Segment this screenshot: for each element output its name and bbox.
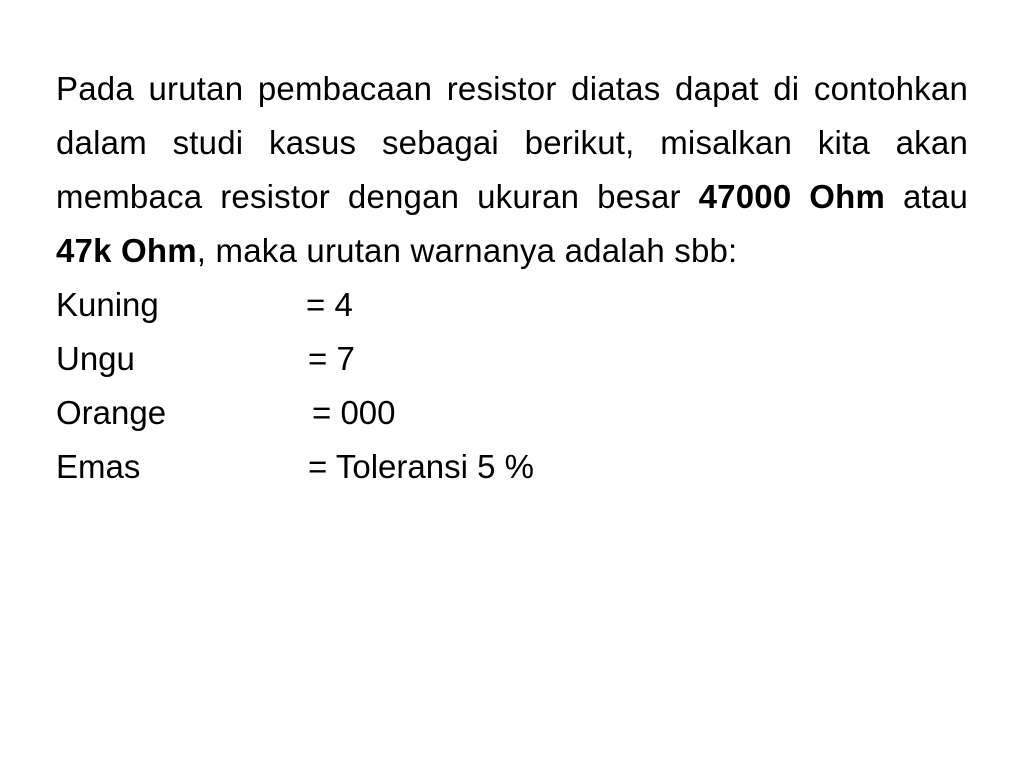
color-code-row <box>56 278 968 332</box>
color-value: = 000 <box>312 394 396 431</box>
color-name: Orange <box>56 394 167 431</box>
paragraph-text-or: atau <box>885 178 969 215</box>
paragraph-text-intro: Pada urutan pembacaan resistor diatas dapat di contohkan dalam studi kasus sebagai berikut, misalkan kita akan membaca resistor dengan ukuran besar <box>56 70 968 215</box>
color-value: = 4 <box>306 286 353 323</box>
color-value: = Toleransi 5 % <box>308 448 534 485</box>
color-value: = 7 <box>308 340 355 377</box>
explanation-paragraph <box>56 62 968 278</box>
color-code-row <box>56 440 968 494</box>
slide-body-text <box>56 62 968 494</box>
resistance-value-ohm: 47000 Ohm <box>698 178 886 215</box>
color-name: Emas <box>56 448 141 485</box>
color-code-row <box>56 386 968 440</box>
color-code-list <box>56 278 968 494</box>
resistance-value-kohm: 47k Ohm <box>56 232 197 269</box>
color-code-row <box>56 332 968 386</box>
color-name: Kuning <box>56 286 159 323</box>
color-name: Ungu <box>56 340 135 377</box>
paragraph-text-outro: , maka urutan warnanya adalah sbb: <box>196 232 738 269</box>
